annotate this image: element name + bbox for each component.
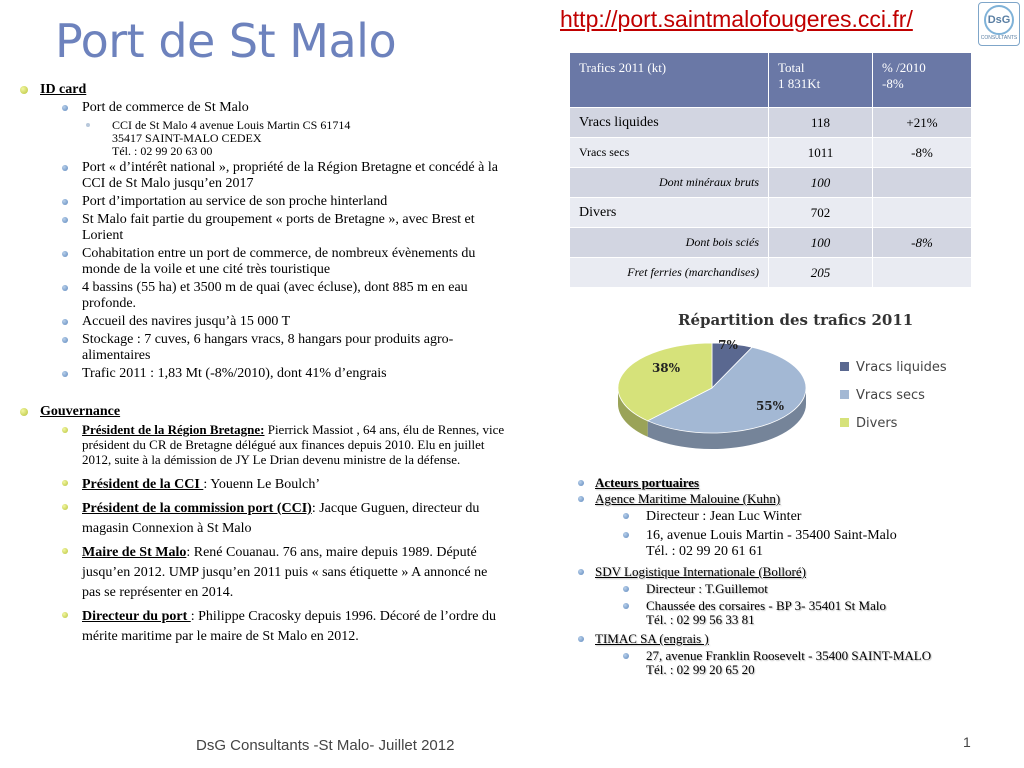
sdv-item: Directeur : T.Guillemot <box>577 582 997 596</box>
logo-subtitle: CONSULTANTS <box>980 35 1018 41</box>
table-cell: -8% <box>873 138 972 168</box>
table-cell: 1011 <box>769 138 873 168</box>
pie-data-label: 38% <box>651 361 681 375</box>
legend-label: Vracs liquides <box>856 360 947 375</box>
table-header: Total 1 831Kt <box>769 53 873 108</box>
table-cell: 205 <box>769 258 873 288</box>
id-card-heading: ID card <box>18 82 508 98</box>
table-cell: Dont bois sciés <box>570 228 769 258</box>
gouvernance-role: Président de la commission port (CCI) <box>82 501 312 516</box>
table-header-row <box>570 53 972 108</box>
table-cell: -8% <box>873 228 972 258</box>
legend-swatch <box>840 390 849 399</box>
gouvernance-role: Président de la Région Bretagne: <box>82 422 265 437</box>
table-cell <box>873 258 972 288</box>
table-cell: 100 <box>769 228 873 258</box>
table-row <box>570 108 972 138</box>
table-cell <box>873 168 972 198</box>
table-cell: 100 <box>769 168 873 198</box>
gouvernance-heading: Gouvernance <box>18 404 508 420</box>
footer-text: DsG Consultants -St Malo- Juillet 2012 <box>196 737 455 754</box>
sdv-item: Chaussée des corsaires - BP 3- 35401 St Malo Tél. : 02 99 56 33 81 <box>577 599 997 627</box>
gouvernance-text: : René Couanau. 76 ans, maire depuis 1989. Député jusqu’en 2012. UMP jusqu’en 2011 puis « sans étiquette » A annoncé ne pas se représenter en 2014. <box>82 545 488 600</box>
timac-item: 27, avenue Franklin Roosevelt - 35400 SAINT-MALO Tél. : 02 99 20 65 20 <box>577 649 997 677</box>
legend-swatch <box>840 418 849 427</box>
right-column <box>577 474 997 677</box>
page-title: Port de St Malo <box>55 14 397 68</box>
id-card-item: St Malo fait partie du groupement « ports de Bretagne », avec Brest et Lorient <box>18 212 508 244</box>
id-card-item: Stockage : 7 cuves, 6 hangars vracs, 8 hangars pour produits agro-alimentaires <box>18 332 508 364</box>
gouvernance-role: Maire de St Malo <box>82 545 187 560</box>
traffic-table <box>569 52 972 288</box>
table-cell: 702 <box>769 198 873 228</box>
gouvernance-item <box>18 543 508 603</box>
table-cell: Dont minéraux bruts <box>570 168 769 198</box>
gouvernance-role: Directeur du port <box>82 609 191 624</box>
table-header: Trafics 2011 (kt) <box>570 53 769 108</box>
table-row <box>570 228 972 258</box>
table-cell: Vracs secs <box>570 138 769 168</box>
agence-item: Directeur : Jean Luc Winter <box>577 509 997 525</box>
sdv-heading: SDV Logistique Internationale (Bolloré) <box>577 565 997 579</box>
acteurs-heading: Acteurs portuaires <box>577 476 997 490</box>
id-card-item: 4 bassins (55 ha) et 3500 m de quai (avec écluse), dont 885 m en eau profonde. <box>18 280 508 312</box>
id-card-item: Port d’importation au service de son proche hinterland <box>18 194 508 210</box>
table-cell: Fret ferries (marchandises) <box>570 258 769 288</box>
id-card-item: Trafic 2011 : 1,83 Mt (-8%/2010), dont 41% d’engrais <box>18 366 508 382</box>
id-card-item: Port de commerce de St Malo <box>18 100 508 116</box>
legend-label: Vracs secs <box>856 388 925 403</box>
table-row <box>570 258 972 288</box>
legend-label: Divers <box>856 416 898 431</box>
logo-mark: DsG <box>984 5 1014 35</box>
pie-data-label: 55% <box>755 399 785 413</box>
table-cell <box>873 198 972 228</box>
table-cell: Divers <box>570 198 769 228</box>
chart-title: Répartition des trafics 2011 <box>678 311 914 329</box>
port-website-link[interactable]: http://port.saintmalofougeres.cci.fr/ <box>560 6 913 32</box>
agence-heading: Agence Maritime Malouine (Kuhn) <box>577 492 997 506</box>
gouvernance-item <box>18 607 508 647</box>
pie-data-label: 7% <box>718 338 738 352</box>
gouvernance-text: Pierrick Massiot , 64 ans, élu de Rennes, vice président du CR de Bretagne délégué aux finances depuis 2010. Elu en juillet 2012, suite à la démission de JY Le Drian devenu ministre de la défense. <box>82 422 505 467</box>
legend-swatch <box>840 362 849 371</box>
id-card-item: Port « d’intérêt national », propriété de la Région Bretagne et concédé à la CCI de St Malo jusqu’en 2017 <box>18 160 508 192</box>
cci-address: CCI de St Malo 4 avenue Louis Martin CS 61714 35417 SAINT-MALO CEDEX Tél. : 02 99 20 63 00 <box>18 119 508 158</box>
dsg-logo <box>978 2 1020 46</box>
table-cell: 118 <box>769 108 873 138</box>
gouvernance-role: Président de la CCI <box>82 477 204 492</box>
gouvernance-item <box>18 499 508 539</box>
table-cell: +21% <box>873 108 972 138</box>
traffic-pie-chart <box>600 302 980 462</box>
agence-item: 16, avenue Louis Martin - 35400 Saint-Malo Tél. : 02 99 20 61 61 <box>577 528 997 560</box>
id-card-item: Accueil des navires jusqu’à 15 000 T <box>18 314 508 330</box>
table-row <box>570 168 972 198</box>
gouvernance-text: : Youenn Le Boulch’ <box>203 477 320 492</box>
gouvernance-text: : Philippe Cracosky depuis 1996. Décoré de l’ordre du mérite maritime par le maire de St Malo en 2012. <box>82 609 496 644</box>
left-column <box>18 82 508 647</box>
table-header: % /2010 -8% <box>873 53 972 108</box>
table-cell: Vracs liquides <box>570 108 769 138</box>
table-row <box>570 138 972 168</box>
page-number: 1 <box>963 734 971 750</box>
id-card-item: Cohabitation entre un port de commerce, de nombreux évènements du monde de la voile et une cité très touristique <box>18 246 508 278</box>
gouvernance-item <box>18 475 508 495</box>
gouvernance-text: : Jacque Guguen, directeur du magasin Connexion à St Malo <box>82 501 480 536</box>
table-row <box>570 198 972 228</box>
timac-heading: TIMAC SA (engrais ) <box>577 632 997 646</box>
gouvernance-item <box>18 422 508 467</box>
